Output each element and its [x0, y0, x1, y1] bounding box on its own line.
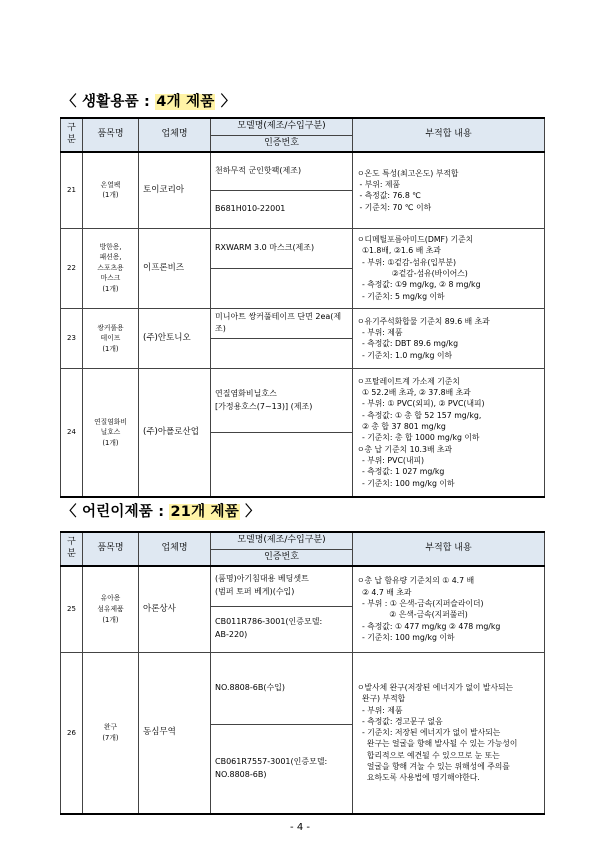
defect-line: ㅇ프탈레이트계 가소제 기준치 — [357, 376, 460, 386]
company-name: 토이코리아 — [139, 152, 211, 228]
defect-line: - 측정값: DBT 89.6 mg/kg — [357, 339, 459, 349]
cert-number: CB061R7557-3001(인증모델: NO.8808-6B) — [211, 724, 353, 814]
defect-line: - 부위: 제품 — [357, 179, 401, 189]
company-name: (주)안토니오 — [139, 308, 211, 369]
col-defect: 부적합 내용 — [353, 118, 545, 152]
section-title-children: 〈 어린이제품 : 21개 제품 〉 — [62, 504, 260, 520]
table-row — [61, 369, 545, 433]
table-body — [61, 566, 545, 814]
defect-line: ① 52.2배 초과, ② 37.8배 초과 — [357, 388, 471, 398]
row-number: 25 — [61, 566, 83, 652]
defect-line: - 측정값: ① 총 합 52 157 mg/kg, — [357, 410, 482, 420]
col-model: 모델명(제조/수입구분) — [211, 118, 353, 135]
col-model: 모델명(제조/수입구분) — [211, 532, 353, 549]
company-name: (주)아폴로산업 — [139, 369, 211, 497]
table-row — [61, 152, 545, 190]
cert-number — [211, 339, 353, 369]
table-row — [61, 652, 545, 724]
defect-line: - 부위: ①겉감-섬유(입부분) — [357, 257, 457, 267]
table-header — [61, 532, 545, 566]
row-number: 21 — [61, 152, 83, 228]
defect-line: ㅇ총 납 함유량 기준치의 ① 4.7 배 — [357, 576, 475, 586]
defect-line: - 부위: PVC(내피) — [357, 455, 425, 465]
item-name: 완구 (7개) — [83, 652, 139, 814]
title-highlight: 4개 제품 — [156, 94, 215, 110]
defect-details — [353, 152, 545, 228]
defect-line: 얼굴을 향해 겨눌 수 있는 위해성에 주의를 — [357, 761, 510, 771]
model-name: 천하무적 군인핫팩(제조) — [211, 152, 353, 190]
col-item: 품목명 — [83, 118, 139, 152]
defect-line: 합리적으로 예견될 수 있으므로 눈 또는 — [357, 750, 500, 760]
row-number: 23 — [61, 308, 83, 369]
defect-details — [353, 228, 545, 308]
model-name: (품명)아기침대용 베딩셋트 (범퍼 토퍼 베게)(수입) — [211, 566, 353, 606]
page-number: - 4 - — [290, 822, 310, 833]
defect-line: 완구) 부적합 — [357, 694, 406, 704]
cert-number: CB011R786-3001(인증모델: AB-220) — [211, 606, 353, 652]
defect-line: - 측정값: 1 027 mg/kg — [357, 467, 445, 477]
defect-details — [353, 308, 545, 369]
model-name: 연질염화비닐호스 [가정용호스(7~13)] (제조) — [211, 369, 353, 433]
model-name: 미니아트 쌍커풀테이프 단면 2ea(제조) — [211, 308, 353, 339]
defect-line: ①1.8배, ②1.6 배 초과 — [357, 246, 441, 256]
title-highlight: 21개 제품 — [170, 504, 239, 520]
col-cert: 인증번호 — [211, 549, 353, 566]
col-cert: 인증번호 — [211, 135, 353, 152]
company-name: 동심무역 — [139, 652, 211, 814]
section-title-household: 〈 생활용품 : 4개 제품 〉 — [62, 94, 236, 110]
defect-line: 완구는 얼굴을 향해 발사될 수 있는 가능성이 — [357, 739, 518, 749]
defect-details — [353, 652, 545, 814]
col-company: 업체명 — [139, 118, 211, 152]
defect-line: - 기준치: 70 ℃ 이하 — [357, 202, 432, 212]
defect-line: - 기준치: 100 mg/kg 이하 — [357, 478, 455, 488]
defect-line: - 부위: 제품 — [357, 705, 403, 715]
row-number: 26 — [61, 652, 83, 814]
col-item: 품목명 — [83, 532, 139, 566]
model-name: RXWARM 3.0 마스크(제조) — [211, 228, 353, 268]
defect-line: - 기준치: 5 mg/kg 이하 — [357, 291, 445, 301]
col-no: 구 분 — [61, 118, 83, 152]
defect-line: - 기준치: 1.0 mg/kg 이하 — [357, 350, 453, 360]
defect-line: ㅇ유기주석화합물 기준치 89.6 배 초과 — [357, 316, 490, 326]
item-name: 유아용 섬유제품 (1개) — [83, 566, 139, 652]
item-name: 방한용, 패션용, 스포츠용 마스크 (1개) — [83, 228, 139, 308]
table-row — [61, 566, 545, 606]
model-name: NO.8808-6B(수입) — [211, 652, 353, 724]
company-name: 이프론비즈 — [139, 228, 211, 308]
defect-line: - 측정값: ①9 mg/kg, ② 8 mg/kg — [357, 280, 481, 290]
defect-line: - 부위: ① PVC(외피), ② PVC(내피) — [357, 399, 485, 409]
defect-line: ㅇ발사체 완구(저장된 에너지가 없이 발사되는 — [357, 682, 514, 692]
company-name: 아론상사 — [139, 566, 211, 652]
defect-line: - 기준치: 총 합 1000 mg/kg 이하 — [357, 433, 480, 443]
col-defect: 부적합 내용 — [353, 532, 545, 566]
defect-details — [353, 369, 545, 497]
defect-line: ②겉감-섬유(바이어스) — [357, 269, 468, 278]
defect-line: ㅇ총 납 기준치 10.3배 초과 — [357, 444, 453, 454]
cert-number — [211, 433, 353, 497]
defect-line: ② 총 합 37 801 mg/kg — [357, 422, 446, 432]
table-row — [61, 228, 545, 268]
col-no: 구 분 — [61, 532, 83, 566]
cert-number: B681H010-22001 — [211, 190, 353, 228]
defect-line: ② 4.7 배 초과 — [357, 587, 412, 597]
defect-line: - 기준치: 100 mg/kg 이하 — [357, 632, 455, 642]
row-number: 24 — [61, 369, 83, 497]
children-products-table — [60, 531, 545, 815]
cert-number — [211, 268, 353, 308]
defect-line: - 측정값: ① 477 mg/kg ② 478 mg/kg — [357, 621, 501, 631]
defect-line: - 부위 : ① 은색-금속(지퍼슬라이더) — [357, 598, 484, 608]
defect-details — [353, 566, 545, 652]
table-row — [61, 308, 545, 339]
item-name: 쌍커풀용 테이프 (1개) — [83, 308, 139, 369]
defect-line: - 측정값: 경고문구 없음 — [357, 716, 443, 726]
table-body — [61, 152, 545, 497]
defect-line: ㅇ온도 특성(최고온도) 부적합 — [357, 168, 459, 178]
defect-line: - 측정값: 76.8 ℃ — [357, 191, 422, 201]
table-header — [61, 118, 545, 152]
defect-line: ㅇ디메틸포름아미드(DMF) 기준치 — [357, 235, 474, 245]
item-name: 연질염화비 닐호스 (1개) — [83, 369, 139, 497]
defect-line: - 부위: 제품 — [357, 328, 403, 337]
defect-line: - 기준치: 저장된 에너지가 없이 발사되는 — [357, 728, 501, 738]
item-name: 온열팩 (1개) — [83, 152, 139, 228]
defect-line: ② 은색-금속(지퍼풀러) — [357, 610, 468, 620]
col-company: 업체명 — [139, 532, 211, 566]
row-number: 22 — [61, 228, 83, 308]
defect-line: 요하도록 사용법에 명기해야한다. — [357, 773, 480, 783]
household-products-table — [60, 117, 545, 498]
